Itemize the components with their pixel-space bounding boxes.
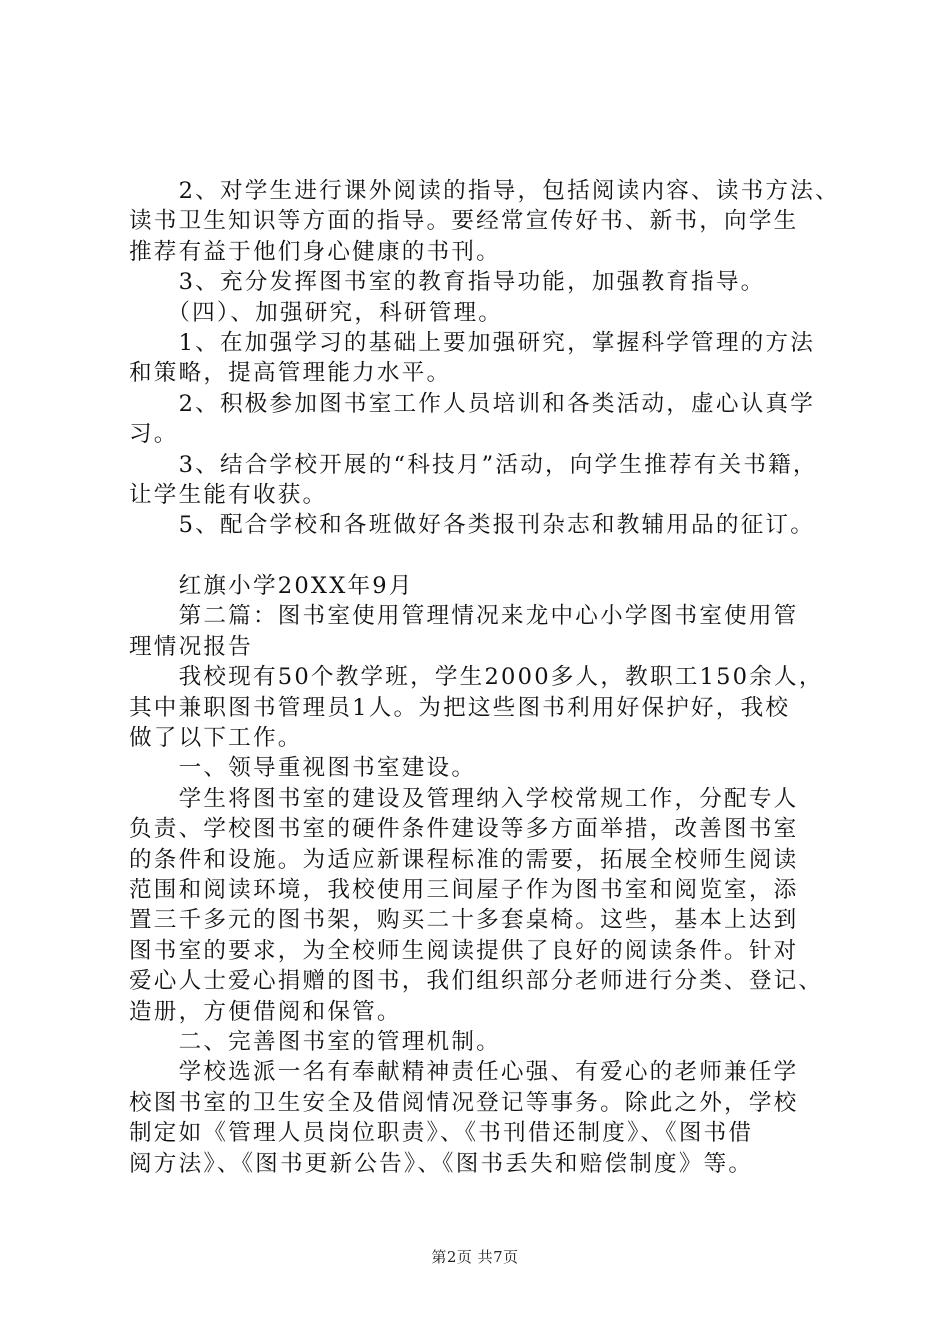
text-line: 我校现有50个教学班，学生2000多人，教职工150余人，	[129, 664, 824, 691]
text-line: 爱心人士爱心捐赠的图书，我们组织部分老师进行分类、登记、	[129, 968, 824, 995]
text-line: 3、结合学校开展的“科技月”活动，向学生推荐有关书籍，	[129, 451, 818, 478]
document-body	[129, 176, 859, 1179]
text-line: 造册，方便借阅和保管。	[129, 998, 402, 1025]
chapter-title: 理情况报告	[129, 633, 253, 660]
text-line: 做了以下工作。	[129, 725, 303, 752]
text-line: 学校选派一名有奉献精神责任心强、有爱心的老师兼任学	[129, 1059, 799, 1086]
text-line: 范围和阅读环境，我校使用三间屋子作为图书室和阅览室，添	[129, 876, 799, 903]
text-line: 校图书室的卫生安全及借阅情况登记等事务。除此之外，学校	[129, 1089, 799, 1116]
text-line: 推荐有益于他们身心健康的书刊。	[129, 238, 501, 265]
page-number-footer: 第2页 共7页	[431, 1248, 519, 1266]
blank-line	[129, 541, 859, 571]
text-line: 2、对学生进行课外阅读的指导，包括阅读内容、读书方法、	[129, 178, 840, 204]
text-line: 其中兼职图书管理员1人。为把这些图书利用好保护好，我校	[129, 694, 791, 721]
text-line: 负责、学校图书室的硬件条件建设等多方面举措，改善图书室	[129, 816, 799, 843]
signature-line: 红旗小学20XX年9月	[129, 573, 414, 600]
section-heading: （四）、加强研究，科研管理。	[129, 299, 504, 326]
text-line: 学生将图书室的建设及管理纳入学校常规工作，分配专人	[129, 785, 799, 812]
text-line: 3、充分发挥图书室的教育指导功能，加强教育指导。	[129, 269, 766, 296]
text-line: 置三千多元的图书架，购买二十多套桌椅。这些，基本上达到	[129, 907, 799, 934]
text-line: 让学生能有收获。	[129, 481, 328, 508]
text-line: 和策略，提高管理能力水平。	[129, 360, 452, 387]
text-line: 2、积极参加图书室工作人员培训和各类活动，虚心认真学	[129, 390, 816, 417]
text-line: 制定如《管理人员岗位职责》、《书刊借还制度》、《图书借	[129, 1120, 754, 1147]
text-line: 读书卫生知识等方面的指导。要经常宣传好书、新书，向学生	[129, 208, 799, 235]
text-line: 5、配合学校和各班做好各类报刊杂志和教辅用品的征订。	[129, 512, 816, 539]
section-heading: 一、领导重视图书室建设。	[129, 755, 477, 782]
chapter-title: 第二篇：图书室使用管理情况来龙中心小学图书室使用管	[129, 603, 799, 630]
text-line: 图书室的要求，为全校师生阅读提供了良好的阅读条件。针对	[129, 937, 799, 964]
text-line: 阅方法》、《图书更新公告》、《图书丢失和赔偿制度》等。	[129, 1150, 754, 1177]
text-line: 1、在加强学习的基础上要加强研究，掌握科学管理的方法	[129, 329, 816, 356]
text-line: 的条件和设施。为适应新课程标准的需要，拓展全校师生阅读	[129, 846, 799, 873]
section-heading: 二、完善图书室的管理机制。	[129, 1028, 501, 1055]
text-line: 习。	[129, 421, 179, 448]
